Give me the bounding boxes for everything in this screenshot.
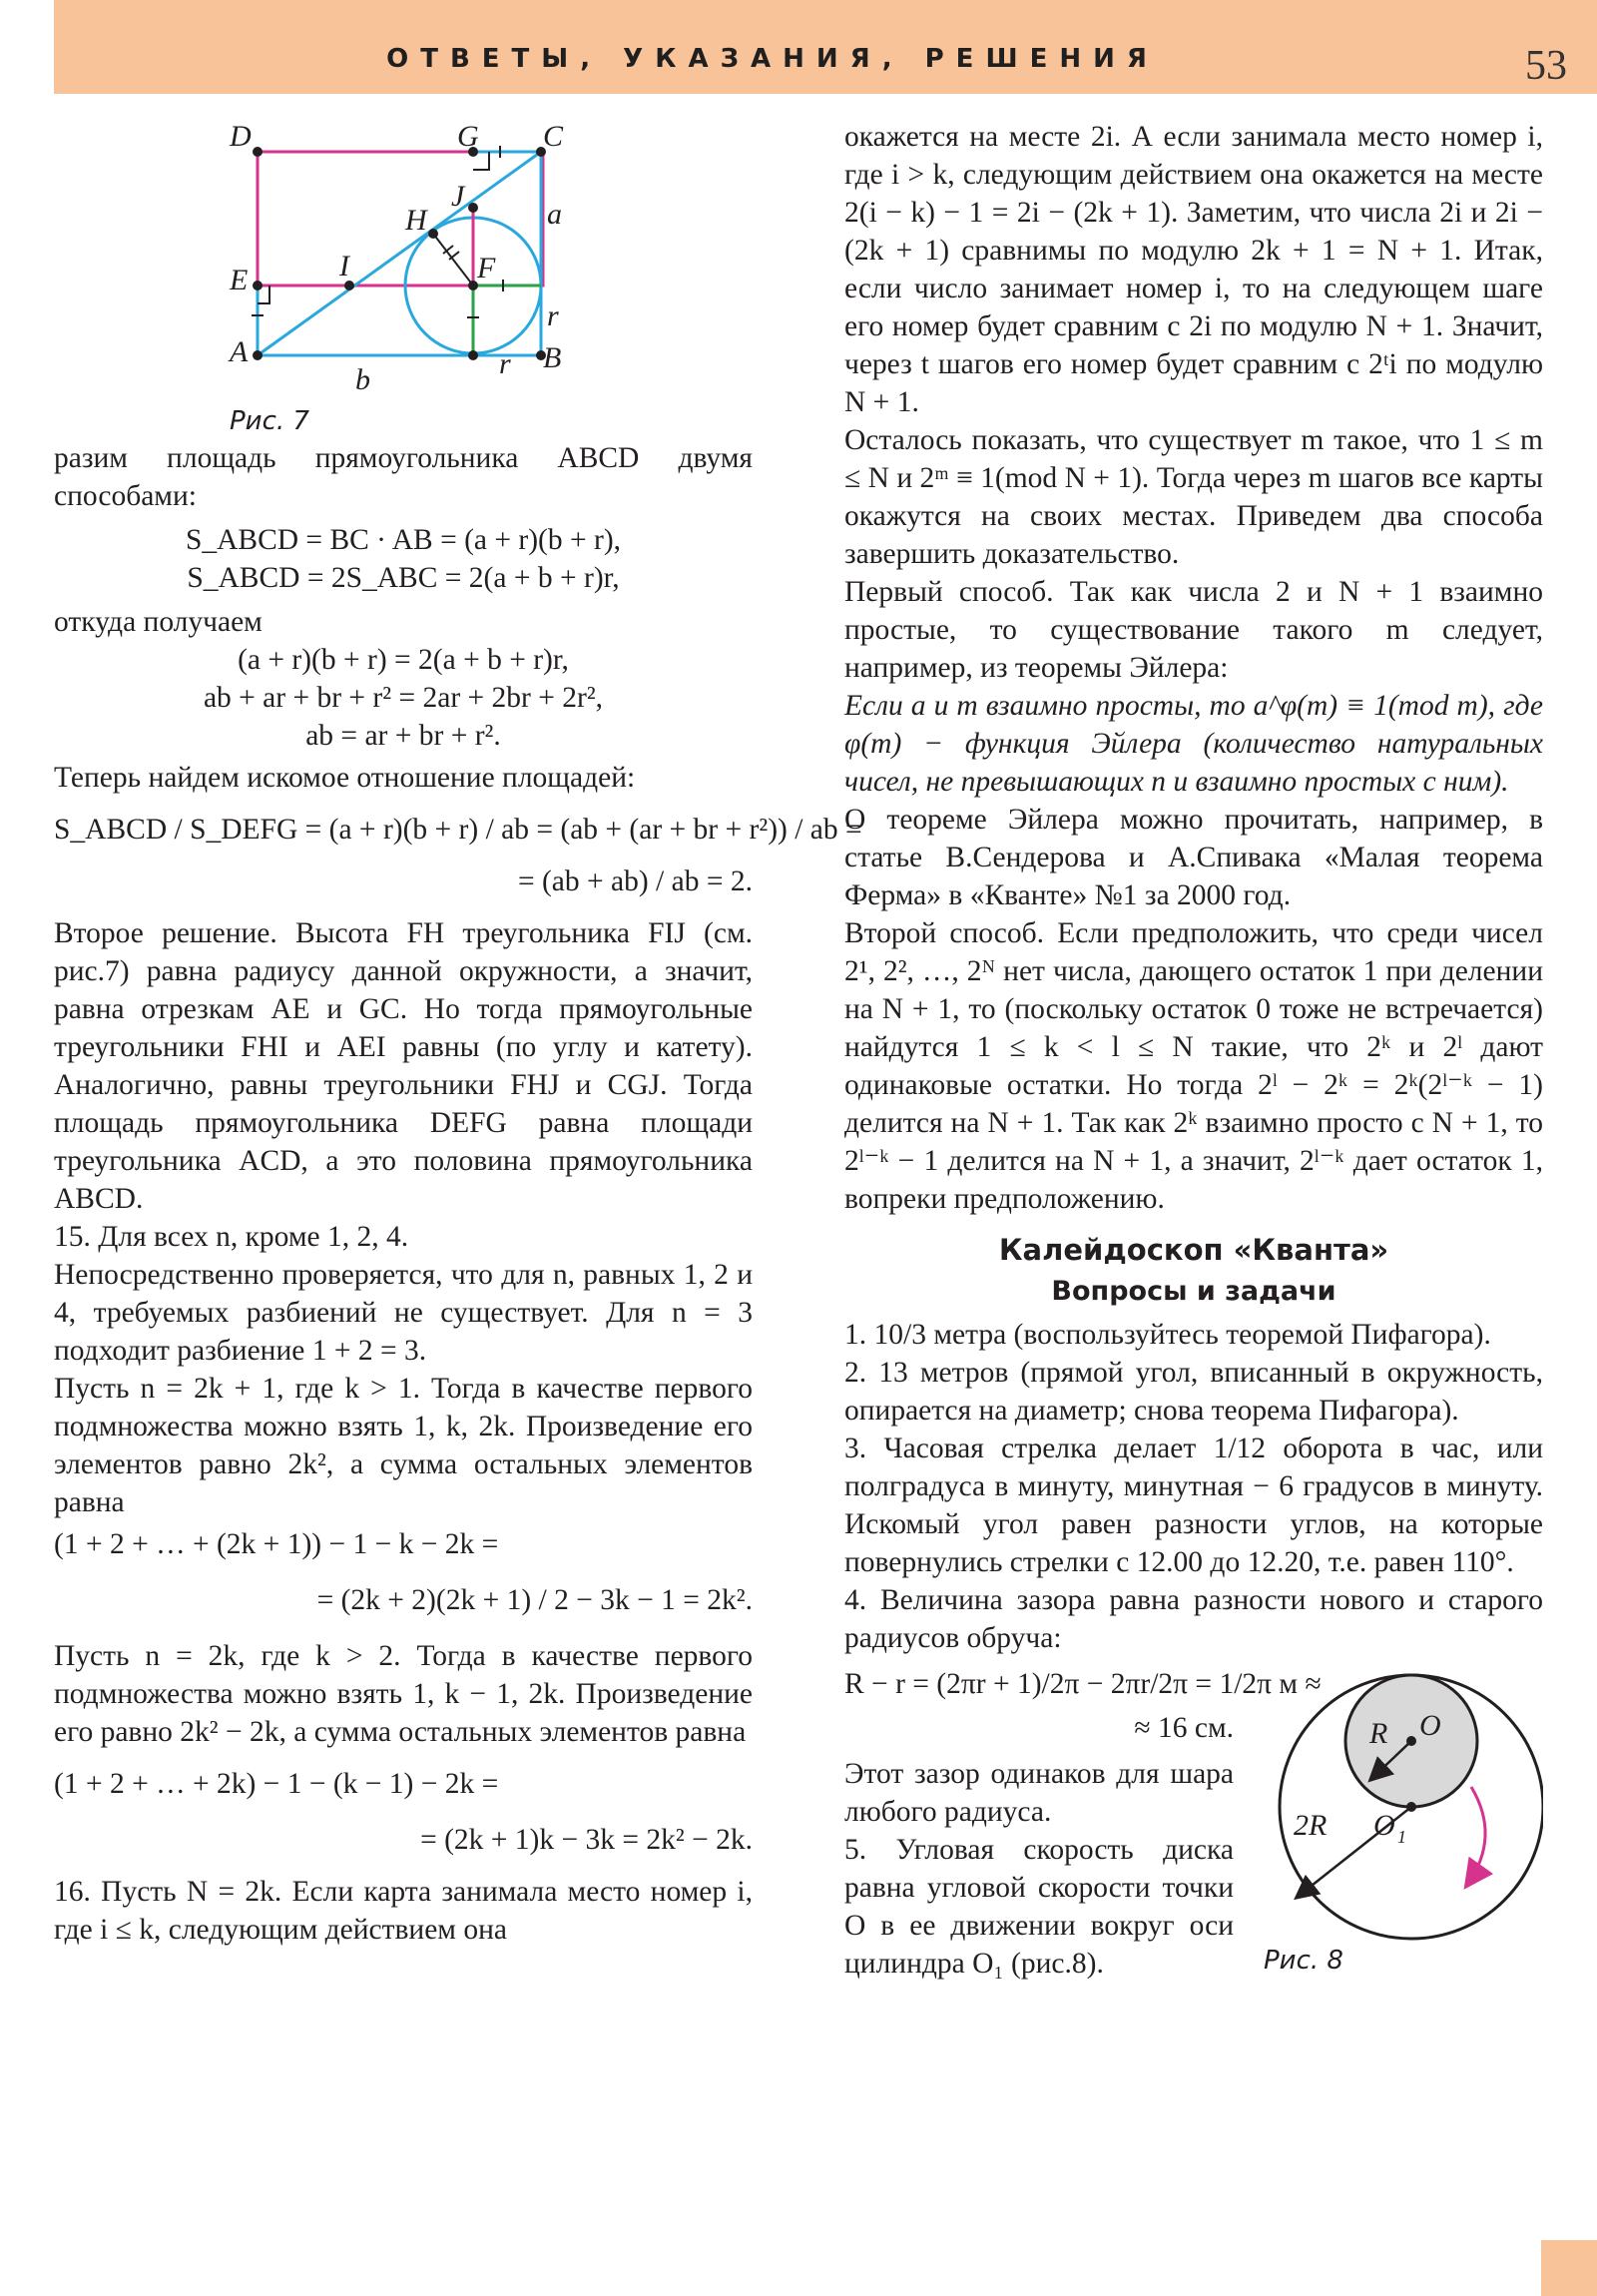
left-l17: Пусть n = 2k, где k > 2. Тогда в качестве первого подмножества можно взять 1, k − 1, 2k. Произведение его равно 2k² − 2k, а сумма остальных элементов равна <box>54 1640 753 1748</box>
right-r03: Первый способ. Так как числа 2 и N + 1 взаимно простые, то существование такого m следует, например, из теоремы Эйлера: <box>844 576 1543 684</box>
left-l16: = (2k + 2)(2k + 1) / 2 − 3k − 1 = 2k². <box>316 1584 753 1616</box>
figure-8-drawing <box>1244 1657 1543 1979</box>
figure-7-caption: Рис. 7 <box>230 406 309 436</box>
right-r09: 1. 10/3 метра (воспользуйтесь теоремой Пифагора). <box>844 1319 1491 1351</box>
header-title: ОТВЕТЫ, УКАЗАНИЯ, РЕШЕНИЯ <box>386 44 1159 74</box>
label-r1: r <box>547 299 559 332</box>
label-a: a <box>547 198 562 231</box>
right-r13: R − r = (2πr + 1)/2π − 2πr/2π = 1/2π м ≈ <box>844 1668 1322 1700</box>
left-column <box>54 118 862 1949</box>
right-r11: 3. Часовая стрелка делает 1/12 оборота в час, или полградуса в минуту, минутная − 6 градусов в минуту. Искомый угол равен разности углов, на которые повернулись стрелки с 12.00 до 12.20, т.е. равен 110°. <box>844 1433 1543 1578</box>
left-l10: = (ab + ab) / ab = 2. <box>517 865 753 897</box>
label-f: F <box>477 252 496 285</box>
left-l11: Второе решение. Высота FH треугольника FIJ (см. рис.7) равна радиусу данной окружности, а значит, равна отрезкам AE и GC. Но тогда прямоугольные треугольники FHI и AEI равны (по углу и катету). Аналогично, равны треугольники FHJ и CGJ. Тогда площадь прямоугольника DEFG равна площади треугольника ACD, а это половина прямоугольника ABCD. <box>54 917 753 1215</box>
left-l02: S_ABCD = BC · AB = (a + r)(b + r), <box>185 524 622 556</box>
label-2r: 2R <box>1294 1809 1328 1842</box>
label-b: b <box>355 363 370 396</box>
section-title: Калейдоскоп «Кванта» <box>998 1233 1389 1267</box>
left-l07: ab = ar + br + r². <box>305 720 501 752</box>
corner-tab <box>1541 2240 1597 2296</box>
diagonal-ac <box>258 152 541 355</box>
right-r10: 2. 13 метров (прямой угол, вписанный в окружность, опирается на диаметр; снова теорема Пифагора). <box>844 1357 1543 1427</box>
right-r01: окажется на месте 2i. А если занимала место номер i, где i > k, следующим действием она окажется на месте 2(i − k) − 1 = 2i − (2k + 1). Заметим, что числа 2i и 2i − (2k + 1) сравнимы по модулю 2k + 1 = N + 1. Итак, если число занимает номер i, то на следующем шаге его номер будет сравним с 2i по модулю N + 1. Значит, через t шагов его номер будет сравним с 2ᵗi по модулю N + 1. <box>844 121 1543 418</box>
figure-8 <box>1244 1657 1543 1979</box>
section-subtitle: Вопросы и задачи <box>1051 1276 1336 1307</box>
left-l13: Непосредственно проверяется, что для n, равных 1, 2 и 4, требуемых разбиений не существует. Для n = 3 подходит разбиение 1 + 2 = 3. <box>54 1259 753 1367</box>
label-e: E <box>230 264 249 296</box>
rect-defg <box>258 152 543 286</box>
right-r04: Если a и m взаимно просты, то a^φ(m) ≡ 1(mod m), где φ(m) − функция Эйлера (количество натуральных чисел, не превышающих n и взаимно простых с ним). <box>844 690 1543 798</box>
left-l19: = (2k + 1)k − 3k = 2k² − 2k. <box>420 1824 753 1856</box>
label-b-point: B <box>543 341 562 374</box>
label-a-point: A <box>230 335 249 368</box>
left-l20: 16. Пусть N = 2k. Если карта занимала место номер i, где i ≤ k, следующим действием она <box>54 1876 753 1946</box>
label-o: O <box>1419 1709 1441 1742</box>
figure-8-caption: Рис. 8 <box>1264 1946 1343 1976</box>
left-l01: разим площадь прямоугольника ABCD двумя способами: <box>54 442 753 512</box>
left-l12: 15. Для всех n, кроме 1, 2, 4. <box>54 1221 409 1253</box>
right-column <box>844 118 1543 1983</box>
left-l09: S_ABCD / S_DEFG = (a + r)(b + r) / ab = (ab + (ar + br + r²)) / ab = <box>54 814 862 846</box>
page-header <box>54 0 1597 94</box>
left-l03: S_ABCD = 2S_ABC = 2(a + b + r)r, <box>187 562 620 594</box>
label-o1: O <box>1373 1809 1395 1842</box>
rotation-arrow-icon <box>1467 1787 1485 1885</box>
right-r05: О теореме Эйлера можно прочитать, например, в статье В.Сендерова и А.Спивака «Малая теорема Ферма» в «Кванте» №1 за 2000 год. <box>844 804 1543 911</box>
left-l08: Теперь найдем искомое отношение площадей: <box>54 762 636 794</box>
label-g: G <box>457 120 479 153</box>
label-h: H <box>405 204 427 237</box>
right-r02: Осталось показать, что существует m такое, что 1 ≤ m ≤ N и 2ᵐ ≡ 1(mod N + 1). Тогда через m шагов все карты окажутся на своих местах. Приведем два способа завершить доказательство. <box>844 424 1543 570</box>
left-l04: откуда получаем <box>54 606 263 638</box>
right-r12: 4. Величина зазора равна разности нового и старого радиусов обруча: <box>844 1584 1543 1654</box>
label-o1-sub: 1 <box>1397 1827 1406 1847</box>
left-l06: ab + ar + br + r² = 2ar + 2br + 2r², <box>203 682 604 714</box>
segment-fh <box>433 234 473 286</box>
figure-7 <box>54 118 753 439</box>
label-i: I <box>339 250 349 283</box>
right-r16: 5. Угловая скорость диска равна угловой скорости точки O в ее движении вокруг оси цилиндра O₁ (рис.8). <box>844 1834 1234 1980</box>
label-c: C <box>543 120 564 153</box>
right-r14: ≈ 16 см. <box>1134 1712 1234 1744</box>
left-l18: (1 + 2 + … + 2k) − 1 − (k − 1) − 2k = <box>54 1768 499 1800</box>
label-r: R <box>1369 1717 1388 1750</box>
label-r2: r <box>499 347 511 380</box>
label-j: J <box>451 180 465 213</box>
figure-7-drawing <box>54 118 753 439</box>
left-l15: (1 + 2 + … + (2k + 1)) − 1 − k − 2k = <box>54 1528 499 1560</box>
left-l14: Пусть n = 2k + 1, где k > 1. Тогда в качестве первого подмножества можно взять 1, k, 2k. Произведение его элементов равно 2k², а сумма остальных элементов равна <box>54 1373 753 1518</box>
right-r15: Этот зазор одинаков для шара любого радиуса. <box>844 1758 1234 1828</box>
left-l05: (a + r)(b + r) = 2(a + b + r)r, <box>238 644 569 676</box>
page-number: 53 <box>1525 43 1567 89</box>
right-r06: Второй способ. Если предположить, что среди чисел 2¹, 2², …, 2ᴺ нет числа, дающего остаток 1 при делении на N + 1, то (поскольку остаток 0 тоже не встречается) найдутся 1 ≤ k < l ≤ N такие, что 2ᵏ и 2ˡ дают одинаковые остатки. Но тогда 2ˡ − 2ᵏ = 2ᵏ(2ˡ⁻ᵏ − 1) делится на N + 1. Так как 2ᵏ взаимно просто с N + 1, то 2ˡ⁻ᵏ − 1 делится на N + 1, а значит, 2ˡ⁻ᵏ дает остаток 1, вопреки предположению. <box>844 917 1543 1215</box>
label-d: D <box>230 120 252 153</box>
